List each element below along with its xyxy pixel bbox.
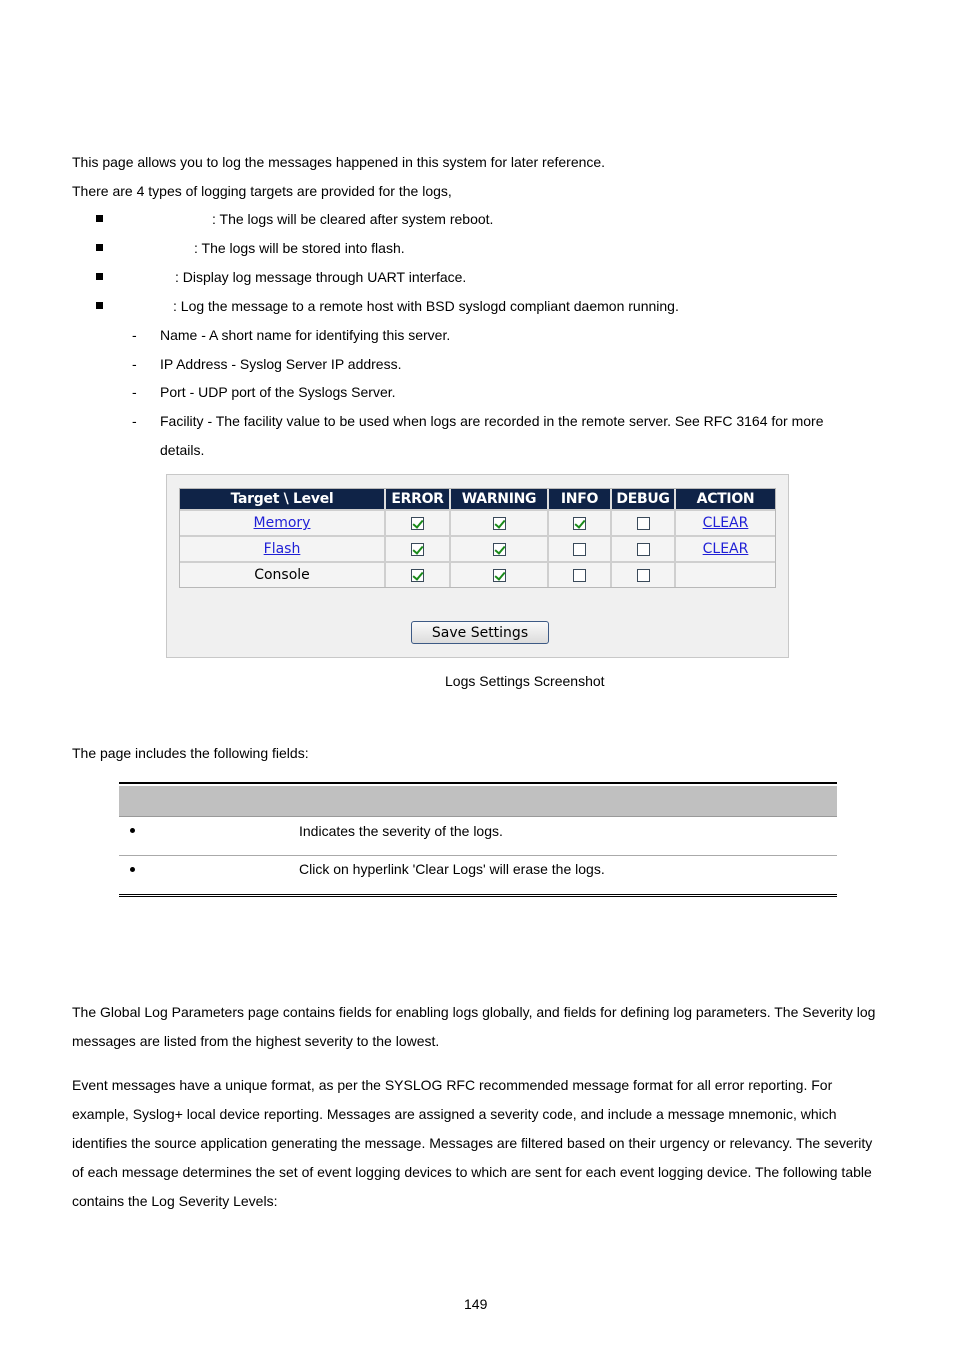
bullet-dot-icon [130,867,135,872]
error-cell [386,535,451,561]
header-warning: WARNING [451,489,549,509]
memory-debug-checkbox[interactable] [637,517,650,530]
fields-table-bottom-rule [119,894,837,895]
target-cell [180,535,386,561]
syslog-field-port: Port - UDP port of the Syslogs Server. [160,384,396,400]
clear-memory-link[interactable]: CLEAR [702,515,749,531]
memory-warning-checkbox[interactable] [493,517,506,530]
global-log-paragraph: The Global Log Parameters page contains fields for enabling logs globally, and fields for defining log parameters. The Severity log messages are listed from the highest severity to the lowest. [72,1004,876,1049]
fields-table-bottom-rule [119,896,837,897]
syslog-field-facility: Facility - The facility value to be used when logs are recorded in the remote server. See RFC 3164 for more [160,413,824,429]
fields-table-header [119,786,837,817]
target-cell [180,509,386,535]
info-cell [549,509,612,535]
table-row [180,509,775,535]
target-flash-desc: : The logs will be stored into flash. [194,240,405,256]
syslog-field-facility-cont: details. [160,442,205,458]
action-cell [676,561,775,587]
screenshot-caption: Logs Settings Screenshot [445,673,605,689]
action-cell [676,535,775,561]
header-debug: DEBUG [612,489,676,509]
flash-debug-checkbox[interactable] [637,543,650,556]
clear-flash-link[interactable]: CLEAR [702,541,749,557]
console-debug-checkbox[interactable] [637,569,650,582]
syslog-field-name: Name - A short name for identifying this server. [160,327,451,343]
console-warning-checkbox[interactable] [493,569,506,582]
header-info: INFO [549,489,612,509]
table-row [180,561,775,587]
warning-cell [451,561,549,587]
logs-settings-screenshot [166,474,789,658]
header-target-level: Target \ Level [180,489,386,509]
dash-marker: - [132,384,137,400]
memory-error-checkbox[interactable] [411,517,424,530]
target-cell [180,561,386,587]
debug-cell [612,561,676,587]
bullet-dot-icon [130,828,135,833]
flash-warning-checkbox[interactable] [493,543,506,556]
bullet-square-icon [96,215,103,222]
logs-settings-table [179,488,776,588]
save-settings-button[interactable]: Save Settings [411,621,549,644]
table-header-row [180,489,775,509]
console-error-checkbox[interactable] [411,569,424,582]
page-number: 149 [464,1296,488,1312]
header-action: ACTION [676,489,775,509]
fields-table-top-rule [119,782,837,784]
intro-line-1: This page allows you to log the messages happened in this system for later reference. [72,154,606,170]
bullet-square-icon [96,244,103,251]
info-cell [549,535,612,561]
console-info-checkbox[interactable] [573,569,586,582]
header-error: ERROR [386,489,451,509]
bullet-square-icon [96,302,103,309]
fields-row-action-desc: Click on hyperlink 'Clear Logs' will erase the logs. [299,861,605,877]
event-messages-paragraph: Event messages have a unique format, as per the SYSLOG RFC recommended message format for all error reporting. For example, Syslog+ local device reporting. Messages are assigned a severity code, and include a message mnemonic, which identifies the source application generating the message. Messages are filtered based on their urgency or relevancy. The severity of each message determines the set of event logging devices to which are sent for each event logging device. The following table contains the Log Severity Levels: [72,1077,873,1209]
target-syslog-desc: : Log the message to a remote host with BSD syslogd compliant daemon running. [173,298,679,314]
debug-cell [612,535,676,561]
fields-intro: The page includes the following fields: [72,745,309,761]
debug-cell [612,509,676,535]
syslog-field-ip: IP Address - Syslog Server IP address. [160,356,402,372]
memory-info-checkbox[interactable] [573,517,586,530]
fields-table-row-divider [119,855,837,856]
target-flash-link[interactable]: Flash [263,541,301,557]
fields-row-level-desc: Indicates the severity of the logs. [299,823,503,839]
intro-line-2: There are 4 types of logging targets are provided for the logs, [72,183,452,199]
warning-cell [451,535,549,561]
dash-marker: - [132,327,137,343]
dash-marker: - [132,413,137,429]
target-console-label: Console [254,567,310,583]
target-memory-desc: : The logs will be cleared after system reboot. [212,211,494,227]
flash-error-checkbox[interactable] [411,543,424,556]
error-cell [386,509,451,535]
flash-info-checkbox[interactable] [573,543,586,556]
warning-cell [451,509,549,535]
target-memory-link[interactable]: Memory [253,515,311,531]
table-row [180,535,775,561]
error-cell [386,561,451,587]
dash-marker: - [132,356,137,372]
target-console-desc: : Display log message through UART interface. [175,269,467,285]
action-cell [676,509,775,535]
info-cell [549,561,612,587]
bullet-square-icon [96,273,103,280]
